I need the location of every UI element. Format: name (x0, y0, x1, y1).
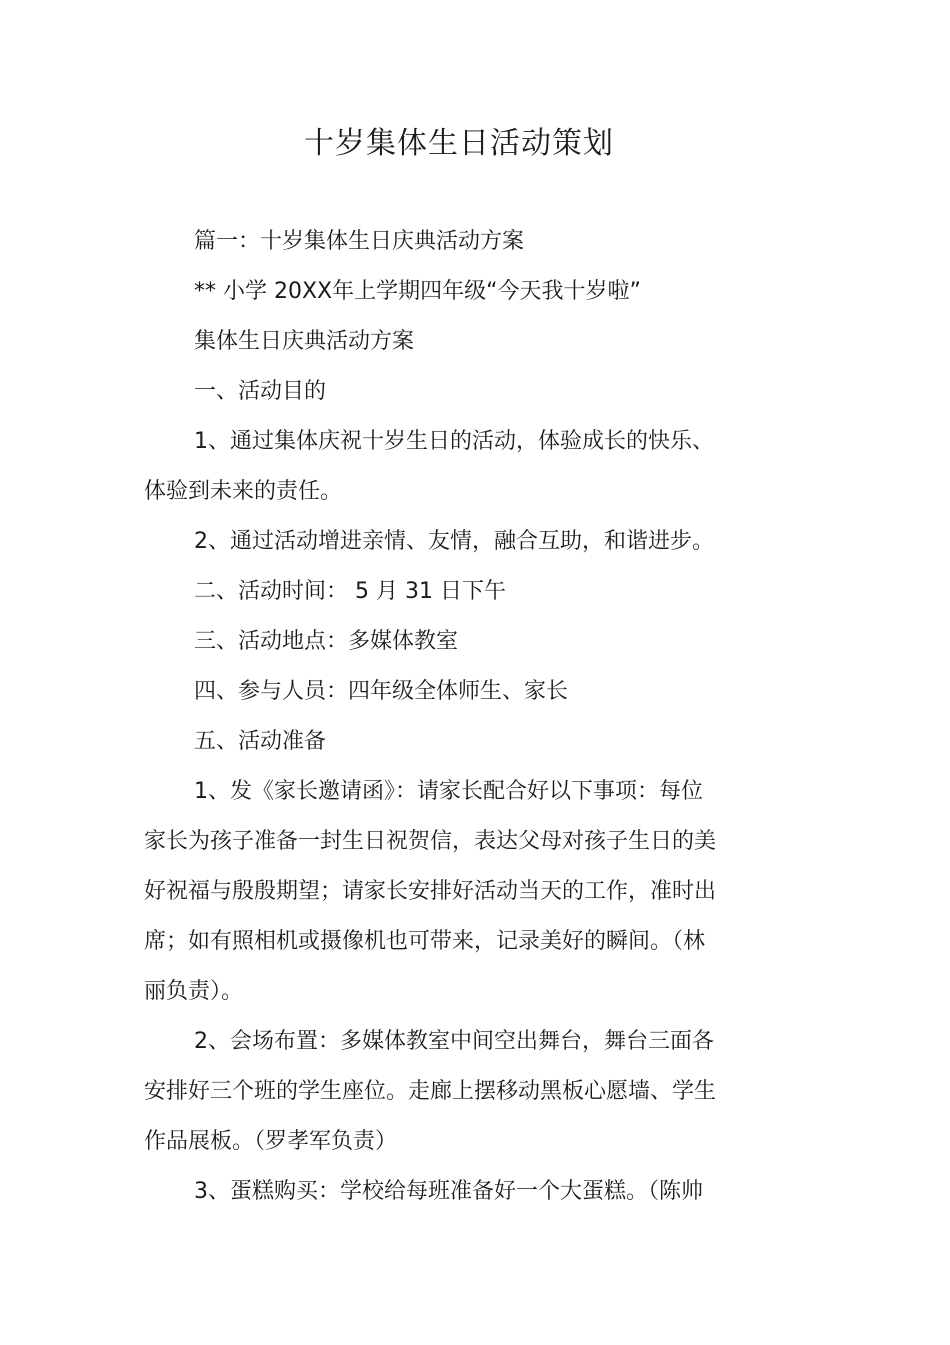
line-7: 2、通过活动增进亲情、友情，融合互助，和谐进步。 (194, 529, 714, 554)
line-13: 家长为孩子准备一封生日祝贺信，表达父母对孩子生日的美 (144, 829, 717, 854)
line-16: 丽负责）。 (144, 979, 244, 1004)
line-6: 体验到未来的责任。 (144, 479, 343, 504)
document-title: 十岁集体生日活动策划 (304, 126, 614, 161)
line-8: 二、活动时间： 5 月 31 日下午 (194, 579, 506, 604)
line-12: 1、发《家长邀请函》：请家长配合好以下事项：每位 (194, 779, 703, 804)
document-body (144, 217, 744, 1217)
line-3: 集体生日庆典活动方案 (194, 329, 415, 354)
line-18: 安排好三个班的学生座位。走廊上摆移动黑板心愿墙、学生 (144, 1079, 717, 1104)
line-5: 1、通过集体庆祝十岁生日的活动，体验成长的快乐、 (194, 429, 714, 454)
line-9: 三、活动地点：多媒体教室 (194, 629, 459, 654)
line-19: 作品展板。（罗孝军负责） (144, 1129, 398, 1154)
line-20: 3、蛋糕购买：学校给每班准备好一个大蛋糕。（陈帅 (194, 1179, 703, 1204)
line-17: 2、会场布置：多媒体教室中间空出舞台，舞台三面各 (194, 1029, 714, 1054)
line-2: ** 小学 20XX年上学期四年级“今天我十岁啦” (194, 279, 641, 304)
line-14: 好祝福与殷殷期望；请家长安排好活动当天的工作，准时出 (144, 879, 717, 904)
line-10: 四、参与人员：四年级全体师生、家长 (194, 679, 569, 704)
line-11: 五、活动准备 (194, 729, 327, 754)
line-1: 篇一：十岁集体生日庆典活动方案 (194, 229, 525, 254)
line-15: 席；如有照相机或摄像机也可带来，记录美好的瞬间。（林 (144, 929, 706, 954)
line-4: 一、活动目的 (194, 379, 327, 404)
